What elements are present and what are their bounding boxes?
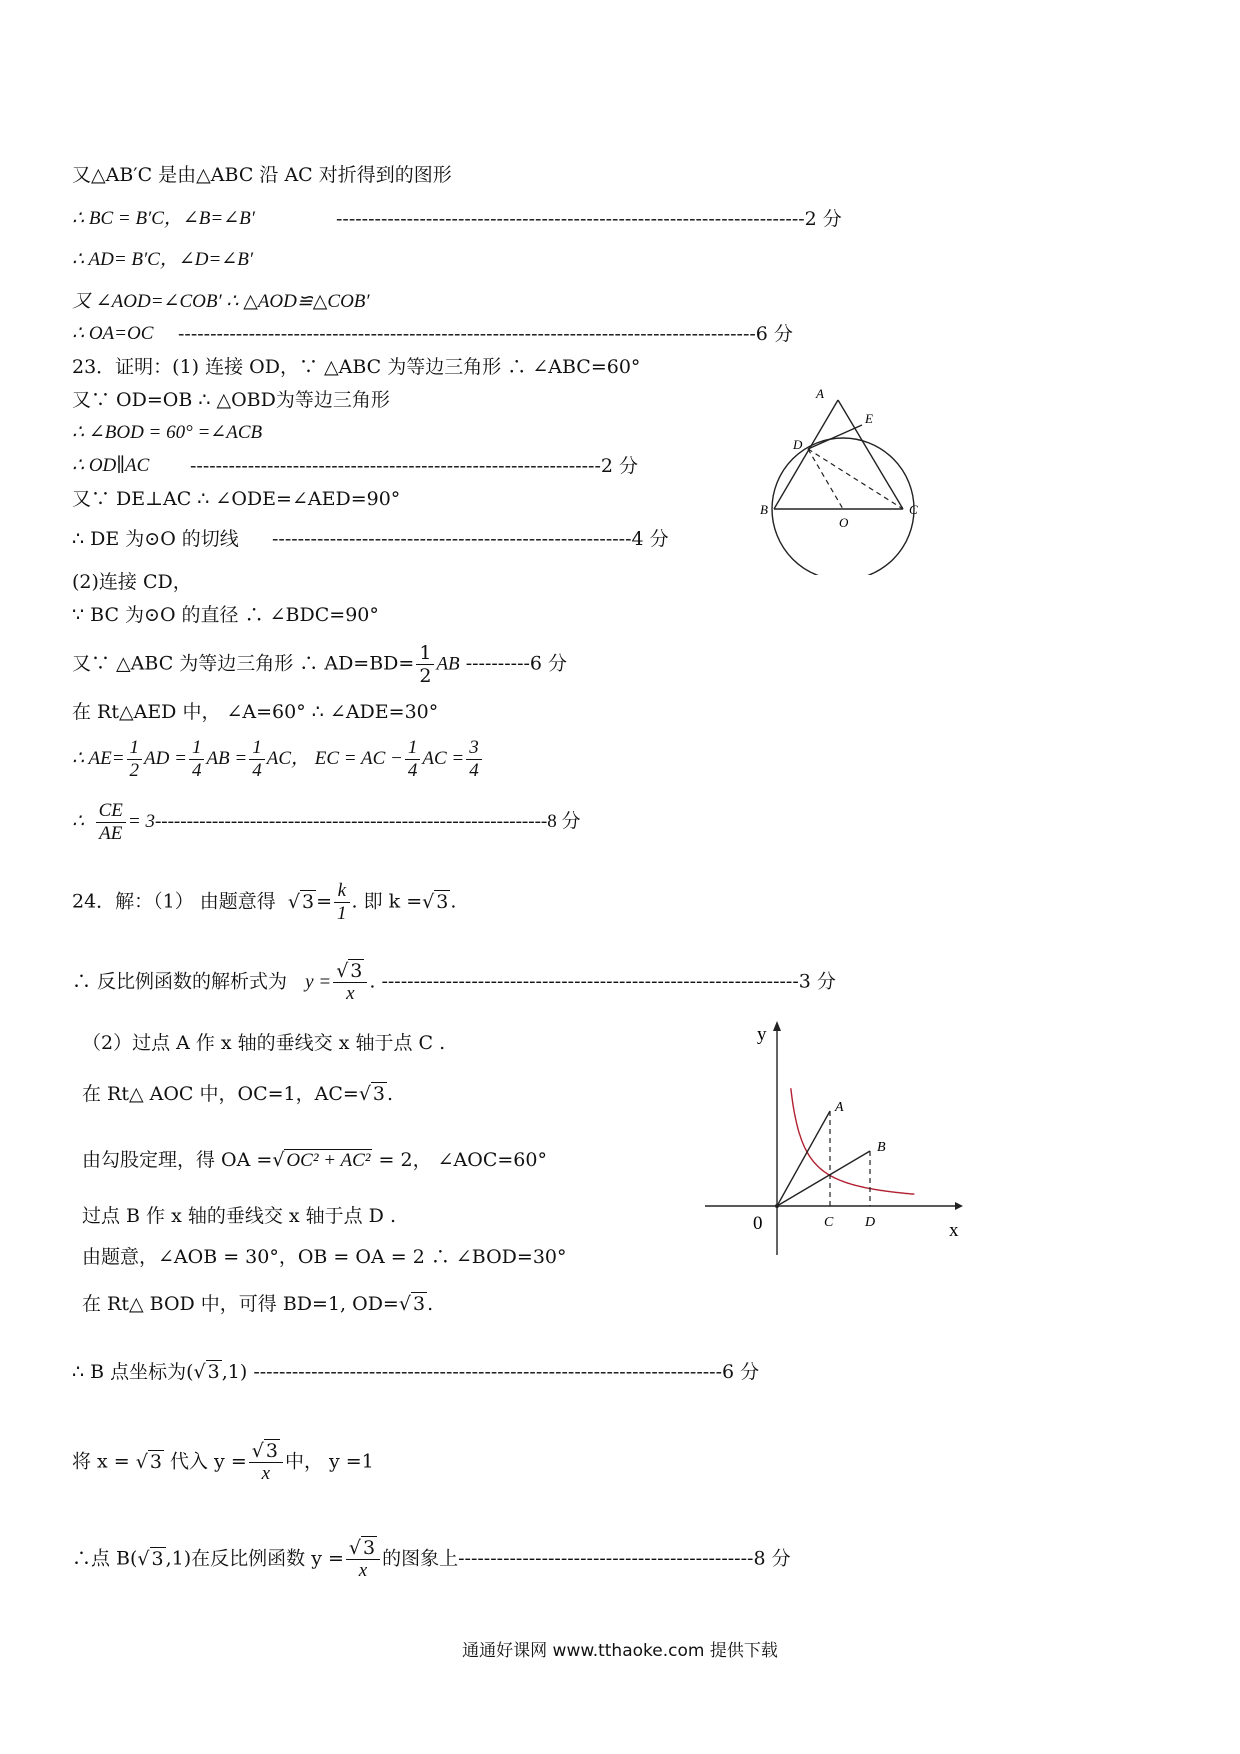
label-point-c: C <box>824 1215 834 1230</box>
q23-line6: ∴ DE 为⊙O 的切线 <box>72 528 239 550</box>
label-e: E <box>865 411 873 426</box>
frac-three-quarters: $\frac{3}{4}$ <box>466 737 482 782</box>
dash-6pts-a: ------------------------------------------------------------------------------------------6 分 <box>178 323 793 345</box>
segment-do <box>808 449 843 509</box>
sqrt-3-f: √ 3 <box>135 1450 162 1473</box>
label-d: D <box>793 437 803 452</box>
dash-2pts-a: -------------------------------------------------------------------------2 分 <box>336 208 842 230</box>
dash-6pts-b: ----------6 分 <box>465 652 568 675</box>
line-bc-equal: ∴ BC = B′C，∠B=∠B′ <box>72 208 255 229</box>
line-fold-statement: 又△AB′C 是由△ABC 沿 AC 对折得到的图形 <box>72 164 452 186</box>
frac-half: $\frac{1}{2}$ <box>416 642 434 687</box>
origin-point <box>775 1204 779 1208</box>
y-axis-arrow <box>773 1021 781 1031</box>
segment-dc <box>808 449 903 509</box>
q24-line7: 由题意，∠AOB = 30°，OB = OA = 2 ∴ ∠BOD=30° <box>82 1246 567 1268</box>
q24-line9: ∴ B 点坐标为(√ 3 ,1) -------------------------------------------------------------------------6 分 <box>72 1361 760 1383</box>
label-point-b: B <box>877 1140 886 1155</box>
label-b: B <box>760 502 768 517</box>
sqrt-3-g: √ 3 <box>137 1547 164 1570</box>
label-point-a: A <box>835 1100 844 1115</box>
function-graph-figure <box>705 1015 975 1255</box>
frac-sqrt3-over-x-2: $\frac{√ 3}{x}$ <box>249 1440 283 1485</box>
segment-oa <box>777 1111 830 1206</box>
segment-ob <box>777 1151 870 1206</box>
q23-line1: 23．证明：(1) 连接 OD，∵ △ABC 为等边三角形 ∴ ∠ABC=60° <box>72 356 641 378</box>
label-origin: 0 <box>753 1213 763 1234</box>
label-o: O <box>839 515 849 530</box>
frac-k-over-1: $\frac{k}{1}$ <box>334 880 350 925</box>
x-axis-arrow <box>955 1202 963 1210</box>
q24-line10: 将 x = √ 3 代入 y = $\frac{√ 3}{x}$ 中， y =1 <box>72 1440 374 1484</box>
q24-line4: 在 Rt△ AOC 中，OC=1，AC=√ 3 . <box>82 1083 394 1105</box>
line-oa-oc: ∴ OA=OC <box>72 323 154 344</box>
hyperbola-curve <box>791 1088 915 1194</box>
q24-line2: ∴ 反比例函数的解析式为 y = $\frac{√ 3}{x}$ . -----------------------------------------------------------------3 分 <box>72 960 836 1004</box>
sqrt-3-c: √ 3 <box>358 1083 386 1105</box>
geometry-figure-circle <box>752 385 952 575</box>
q24-line11: ∴点 B(√ 3 ,1)在反比例函数 y = $\frac{√ 3}{x}$ 的图象上----------------------------------------------8 分 <box>72 1537 791 1581</box>
q24-line5: 由勾股定理，得 OA =√ OC² + AC² = 2， ∠AOC=60° <box>82 1149 547 1171</box>
q23-line11: ∴ AE= $\frac{1}{2}$ AD = $\frac{1}{4}$ AB = $\frac{1}{4}$ AC， EC = AC − $\frac{1}{4}$ AC = $\frac{3}{4}$ <box>72 737 484 782</box>
label-a: A <box>816 386 824 401</box>
frac-quarter-3: $\frac{1}{4}$ <box>405 737 421 782</box>
q23-line12: ∴ $\frac{CE}{AE}$ = 3--------------------------------------------------------------8 分 <box>72 800 581 844</box>
q24-line8: 在 Rt△ BOD 中，可得 BD=1, OD=√ 3 . <box>82 1293 434 1315</box>
frac-sqrt3-over-x-3: $\frac{√ 3}{x}$ <box>346 1537 380 1582</box>
q23-line5: 又∵ DE⊥AC ∴ ∠ODE=∠AED=90° <box>72 488 401 510</box>
label-point-d: D <box>865 1215 876 1230</box>
frac-half-2: $\frac{1}{2}$ <box>127 737 143 782</box>
dash-6pts-c: -------------------------------------------------------------------------6 分 <box>253 1361 760 1383</box>
line-ad-equal: ∴ AD= B′C，∠D=∠B′ <box>72 249 253 270</box>
sqrt-3-e: √ 3 <box>193 1361 220 1383</box>
q23-line2: 又∵ OD=OB ∴ △OBD为等边三角形 <box>72 389 390 411</box>
label-x-axis: x <box>949 1220 959 1241</box>
q23-line7: (2)连接 CD， <box>72 571 192 593</box>
frac-sqrt3-over-x: $\frac{√ 3}{x}$ <box>333 960 367 1005</box>
frac-quarter-2: $\frac{1}{4}$ <box>249 737 265 782</box>
dash-2pts-b: ----------------------------------------------------------------2 分 <box>190 455 639 477</box>
sqrt-3-a: √ 3 <box>287 890 315 913</box>
q23-line3: ∴ ∠BOD = 60° =∠ACB <box>72 422 263 443</box>
circle-o <box>772 438 914 575</box>
label-y-axis: y <box>757 1024 767 1045</box>
dash-8pts-b: ----------------------------------------------8 分 <box>458 1547 791 1570</box>
label-c: C <box>909 502 918 517</box>
dash-3pts: . -----------------------------------------------------------------3 分 <box>369 970 836 993</box>
dash-4pts: --------------------------------------------------------4 分 <box>272 528 669 550</box>
sqrt-pythagoras: √ OC² + AC² <box>272 1149 371 1171</box>
dash-8pts-a: --------------------------------------------------------------8 分 <box>154 810 581 832</box>
line-congruent: 又 ∠AOD=∠COB′ ∴ △AOD≌△COB′ <box>72 291 370 312</box>
frac-ce-ae: $\frac{CE}{AE}$ <box>96 800 126 845</box>
q24-line6: 过点 B 作 x 轴的垂线交 x 轴于点 D . <box>82 1205 396 1227</box>
q24-line1: 24．解：（1） 由题意得 √ 3 = $\frac{k}{1}$ . 即 k =√ 3 . <box>72 880 457 924</box>
segment-ab <box>774 400 838 509</box>
q24-line3: （2）过点 A 作 x 轴的垂线交 x 轴于点 C . <box>82 1032 446 1054</box>
q23-line8: ∵ BC 为⊙O 的直径 ∴ ∠BDC=90° <box>72 604 379 626</box>
q23-line10: 在 Rt△AED 中， ∠A=60° ∴ ∠ADE=30° <box>72 701 439 723</box>
q23-line4: ∴ OD∥AC <box>72 455 150 476</box>
sqrt-3-d: √ 3 <box>398 1293 426 1315</box>
q23-line9: 又∵ △ABC 为等边三角形 ∴ AD=BD= $\frac{1}{2}$ AB ----------6 分 <box>72 642 568 687</box>
footer-source: 通通好课网 www.tthaoke.com 提供下载 <box>462 1641 778 1661</box>
sqrt-3-b: √ 3 <box>422 890 449 913</box>
frac-quarter-1: $\frac{1}{4}$ <box>189 737 205 782</box>
